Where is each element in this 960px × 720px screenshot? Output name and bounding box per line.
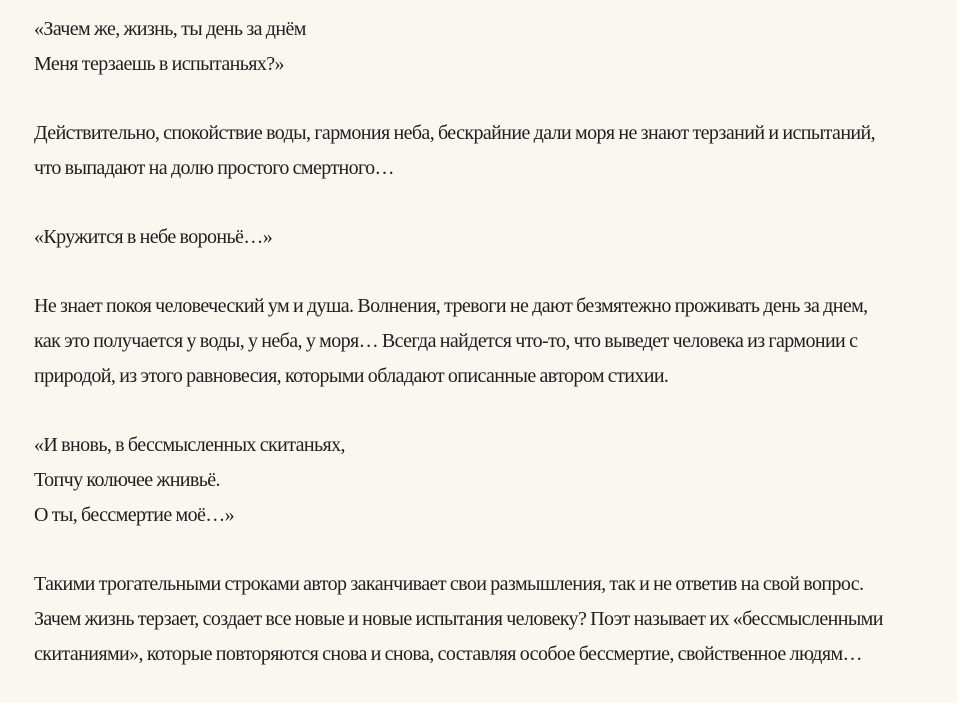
text-line: Меня терзаешь в испытаньях?»: [34, 53, 284, 75]
text-line: природой, из этого равновесия, которыми обладают описанные автором стихии.: [34, 365, 669, 387]
text-line: Топчу колючее жнивьё.: [34, 469, 220, 491]
text-line: О ты, бессмертие моё…»: [34, 504, 235, 526]
text-line: скитаниями», которые повторяются снова и снова, составляя особое бессмертие, свойственное людям…: [34, 643, 862, 665]
paragraph-1: [34, 116, 937, 186]
text-line: «Зачем же, жизнь, ты день за днём: [34, 18, 306, 40]
bottom-margin: [0, 703, 960, 720]
text-line: «И вновь, в бессмысленных скитаньях,: [34, 434, 345, 456]
poem-quote-1: [34, 12, 937, 82]
text-line: что выпадают на долю простого смертного…: [34, 157, 394, 179]
text-line: «Кружится в небе вороньё…»: [34, 226, 273, 248]
paragraph-2: [34, 289, 937, 394]
poem-quote-2: [34, 220, 937, 255]
text-line: Действительно, спокойствие воды, гармония неба, бескрайние дали моря не знают терзаний и испытаний,: [34, 122, 876, 144]
poem-quote-3: [34, 428, 937, 533]
text-line: как это получается у воды, у неба, у моря… Всегда найдется что-то, что выведет человека из гармонии с: [34, 330, 858, 352]
text-line: Зачем жизнь терзает, создает все новые и новые испытания человеку? Поэт называет их «бессмысленными: [34, 608, 883, 630]
paragraph-3: [34, 567, 937, 672]
text-line: Не знает покоя человеческий ум и душа. Волнения, тревоги не дают безмятежно проживать день за днем,: [34, 295, 868, 317]
text-line: Такими трогательными строками автор заканчивает свои размышления, так и не ответив на свой вопрос.: [34, 573, 864, 595]
